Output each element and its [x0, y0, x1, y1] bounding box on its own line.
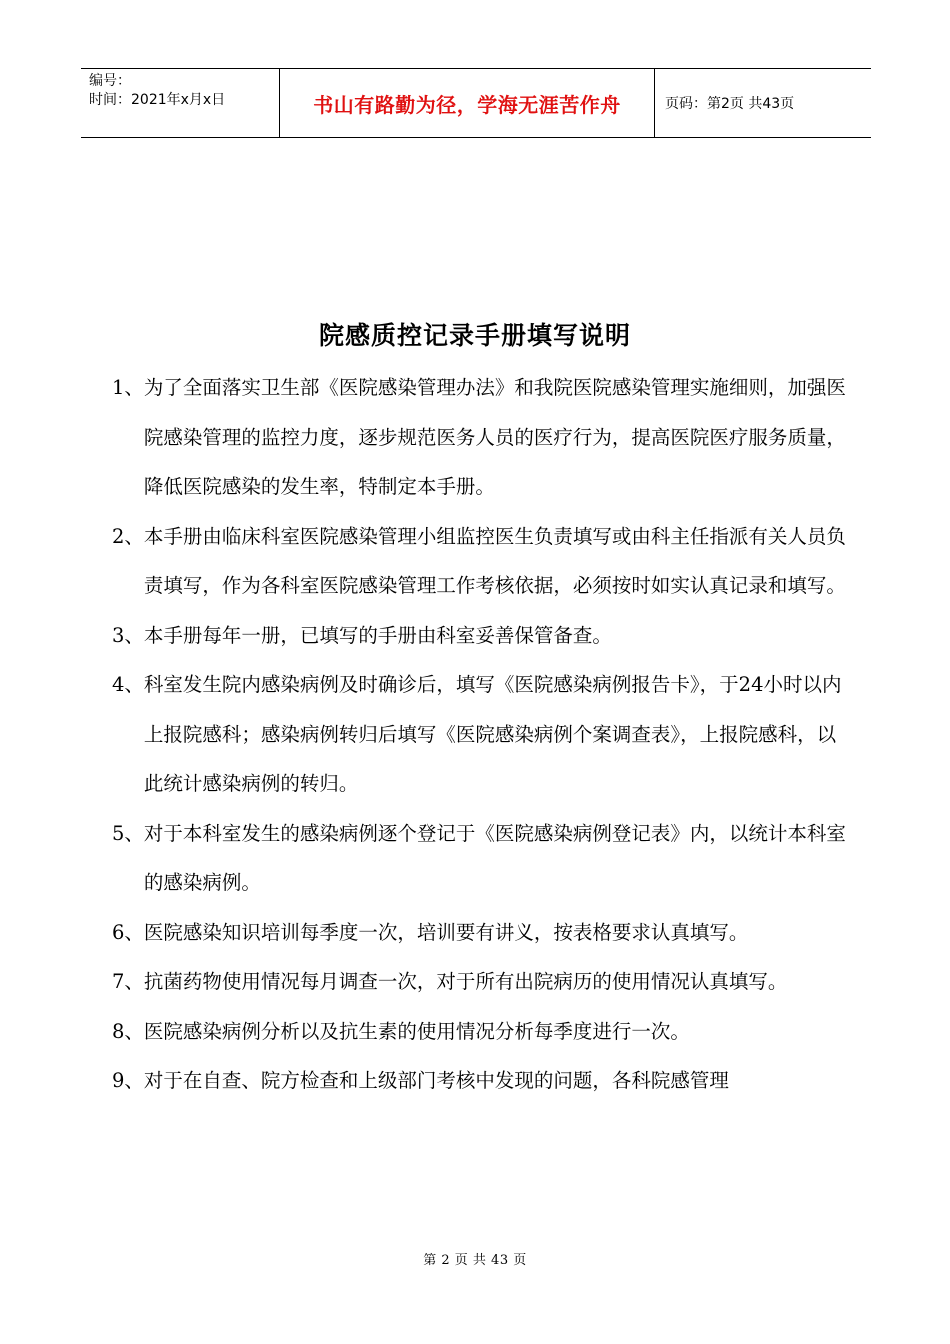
item-text: 医院感染知识培训每季度一次，培训要有讲义，按表格要求认真填写。 — [143, 920, 749, 944]
page-header — [81, 68, 871, 138]
item-number: 6、 — [112, 920, 144, 944]
item-text: 医院感染病例分析以及抗生素的使用情况分析每季度进行一次。 — [143, 1019, 690, 1043]
item-text: 科室发生院内感染病例及时确诊后，填写《医院感染病例报告卡》，于24小时以内上报院感科；感染病例转归后填写《医院感染病例个案调查表》，上报院感科，以此统计感染病例的转归。 — [143, 673, 842, 795]
item-number: 9、 — [112, 1069, 144, 1092]
list-item — [112, 1007, 852, 1057]
doc-number-label: 编号： — [89, 73, 131, 89]
item-number: 1、 — [112, 376, 144, 399]
page-footer: 第 2 页 共 43 页 — [423, 1253, 527, 1268]
item-number: 7、 — [112, 970, 144, 993]
item-text: 对于在自查、院方检查和上级部门考核中发现的问题，各科院感管理 — [143, 1069, 729, 1092]
instruction-list — [112, 363, 852, 1106]
header-motto: 书山有路勤为径，学海无涯苦作舟 — [280, 69, 655, 137]
item-number: 5、 — [112, 821, 144, 845]
item-text: 本手册每年一册，已填写的手册由科室妥善保管备查。 — [143, 623, 612, 647]
list-item — [112, 611, 852, 661]
document-title: 院感质控记录手册填写说明 — [318, 321, 631, 350]
list-item — [112, 957, 852, 1007]
item-text: 对于本科室发生的感染病例逐个登记于《医院感染病例登记表》内，以统计本科室的感染病例。 — [143, 821, 846, 894]
list-item — [112, 363, 852, 512]
header-page-info: 页码：第2页 共43页 — [665, 96, 795, 112]
item-text: 本手册由临床科室医院感染管理小组监控医生负责填写或由科主任指派有关人员负责填写，作为各科室医院感染管理工作考核依据，必须按时如实认真记录和填写。 — [143, 524, 846, 597]
list-item — [112, 809, 852, 908]
list-item — [112, 512, 852, 611]
list-item — [112, 908, 852, 958]
item-number: 4、 — [112, 673, 144, 696]
doc-time-label: 时间：2021年x月x日 — [89, 92, 226, 108]
item-text: 为了全面落实卫生部《医院感染管理办法》和我院医院感染管理实施细则，加强医院感染管理的监控力度，逐步规范医务人员的医疗行为，提高医院医疗服务质量，降低医院感染的发生率，特制定本手册。 — [143, 376, 846, 498]
item-number: 3、 — [112, 623, 144, 647]
item-text: 抗菌药物使用情况每月调查一次，对于所有出院病历的使用情况认真填写。 — [143, 970, 788, 993]
item-number: 2、 — [112, 524, 144, 548]
list-item — [112, 1056, 852, 1106]
item-number: 8、 — [112, 1019, 144, 1043]
header-meta — [81, 69, 280, 137]
list-item — [112, 660, 852, 809]
